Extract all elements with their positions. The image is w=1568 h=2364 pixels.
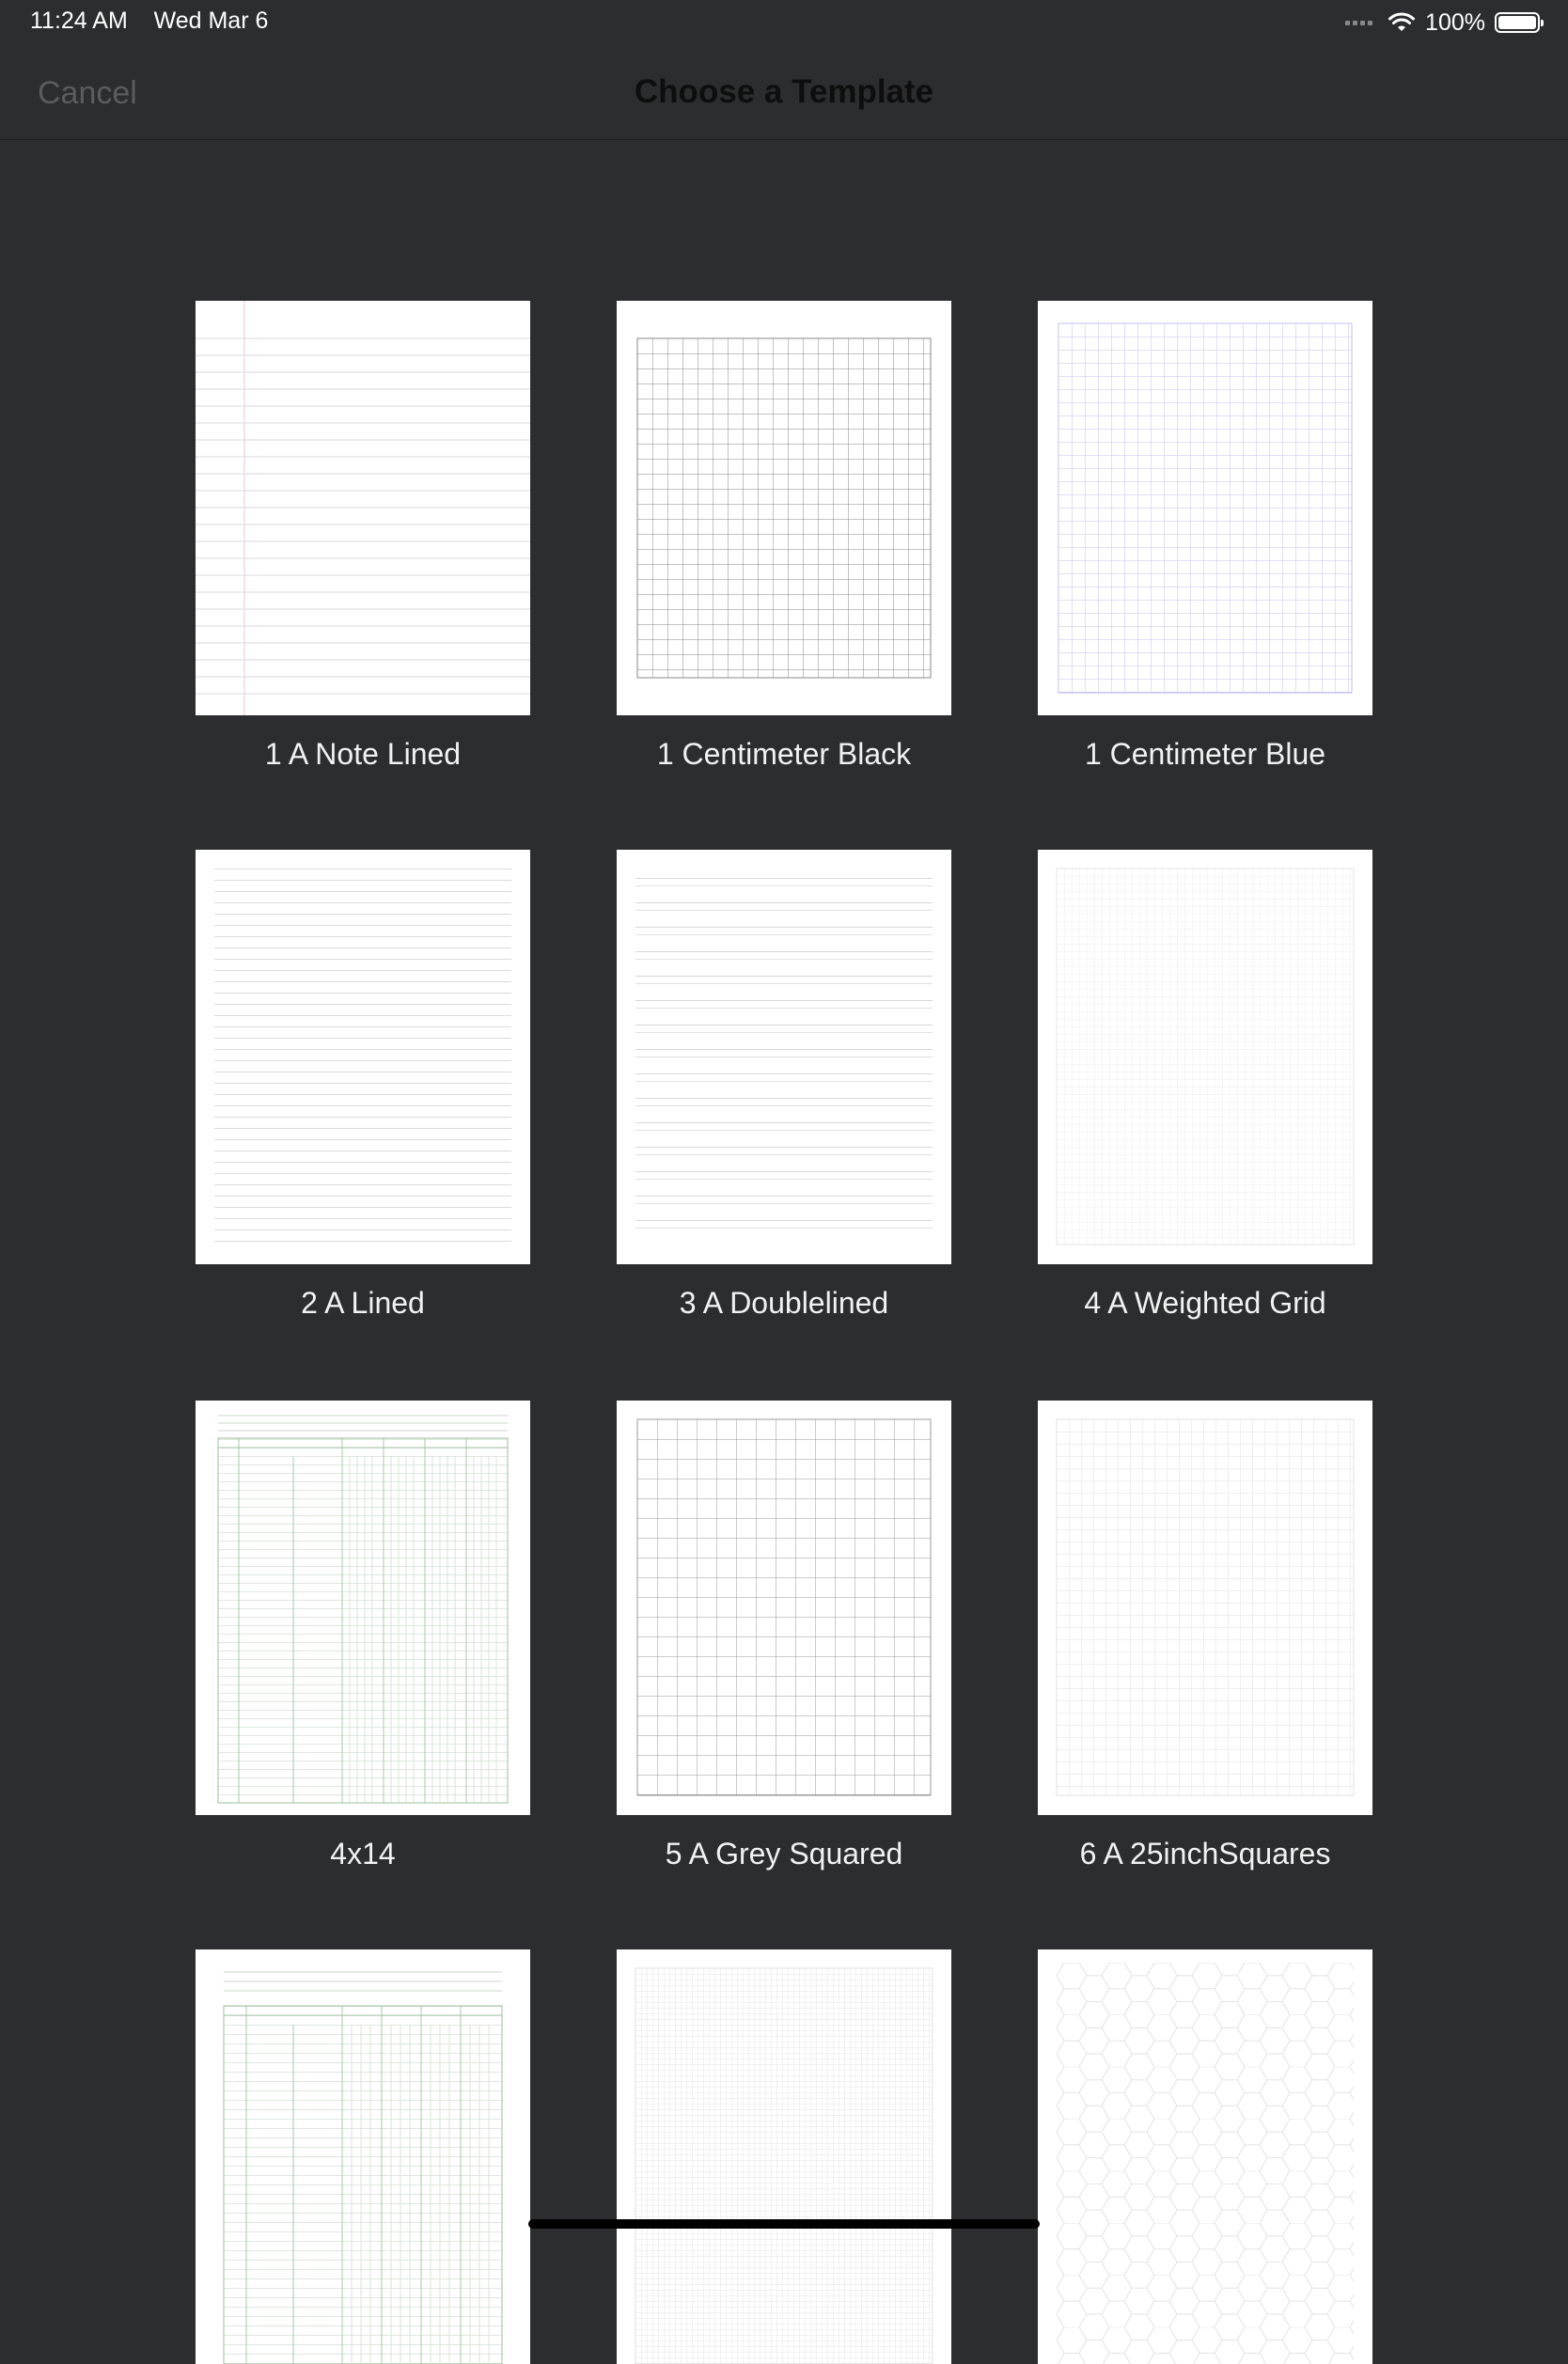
template-name: 4x14 (330, 1837, 396, 1871)
ledger-4x14-preview (196, 1401, 530, 1815)
note-lined-preview (196, 301, 530, 715)
template-thumbnail[interactable] (1038, 850, 1372, 1264)
ledger-preview (196, 1949, 530, 2364)
template-tile[interactable] (196, 301, 530, 771)
template-thumbnail[interactable] (196, 850, 530, 1264)
doublelined-preview (617, 850, 951, 1264)
template-tile[interactable] (196, 1401, 530, 1871)
template-thumbnail[interactable] (617, 1949, 951, 2364)
home-indicator[interactable] (528, 2219, 1040, 2229)
template-tile[interactable] (1038, 850, 1372, 1320)
template-thumbnail[interactable] (1038, 301, 1372, 715)
template-tile[interactable] (617, 1401, 951, 1871)
template-tile[interactable] (196, 850, 530, 1320)
weighted-grid-preview (1038, 850, 1372, 1264)
template-tile[interactable] (617, 301, 951, 771)
template-name: 1 A Note Lined (264, 737, 462, 771)
template-tile[interactable] (196, 1949, 530, 2364)
template-tile[interactable] (1038, 301, 1372, 771)
template-thumbnail[interactable] (1038, 1401, 1372, 1815)
template-tile[interactable] (617, 850, 951, 1320)
fine-grid-preview (617, 1949, 951, 2364)
grid-blue-preview (1038, 301, 1372, 715)
template-thumbnail[interactable] (196, 1401, 530, 1815)
template-thumbnail[interactable] (617, 301, 951, 715)
page-title: Choose a Template (634, 73, 934, 110)
template-name: 4 A Weighted Grid (1084, 1286, 1326, 1320)
battery-percent: 100% (1425, 8, 1485, 36)
status-time: 11:24 AM (30, 8, 128, 34)
template-tile[interactable] (617, 1949, 951, 2364)
template-thumbnail[interactable] (617, 1401, 951, 1815)
template-thumbnail[interactable] (617, 850, 951, 1264)
template-name: 2 A Lined (301, 1286, 425, 1320)
hexagon-grid-preview (1038, 1949, 1372, 2364)
template-thumbnail[interactable] (196, 301, 530, 715)
lined-preview (196, 850, 530, 1264)
template-name: 3 A Doublelined (679, 1286, 889, 1320)
template-tile[interactable] (1038, 1401, 1372, 1871)
status-date: Wed Mar 6 (153, 8, 269, 34)
template-name: 6 A 25inchSquares (1079, 1837, 1331, 1871)
template-tile[interactable] (1038, 1949, 1372, 2364)
template-thumbnail[interactable] (196, 1949, 530, 2364)
template-name: 1 Centimeter Blue (1084, 737, 1326, 771)
cancel-button[interactable]: Cancel (38, 75, 137, 111)
template-thumbnail[interactable] (1038, 1949, 1372, 2364)
quarter-inch-squares-preview (1038, 1401, 1372, 1815)
grid-black-preview (617, 301, 951, 715)
grey-squared-preview (617, 1401, 951, 1815)
template-name: 1 Centimeter Black (656, 737, 912, 771)
template-name: 5 A Grey Squared (665, 1837, 903, 1871)
